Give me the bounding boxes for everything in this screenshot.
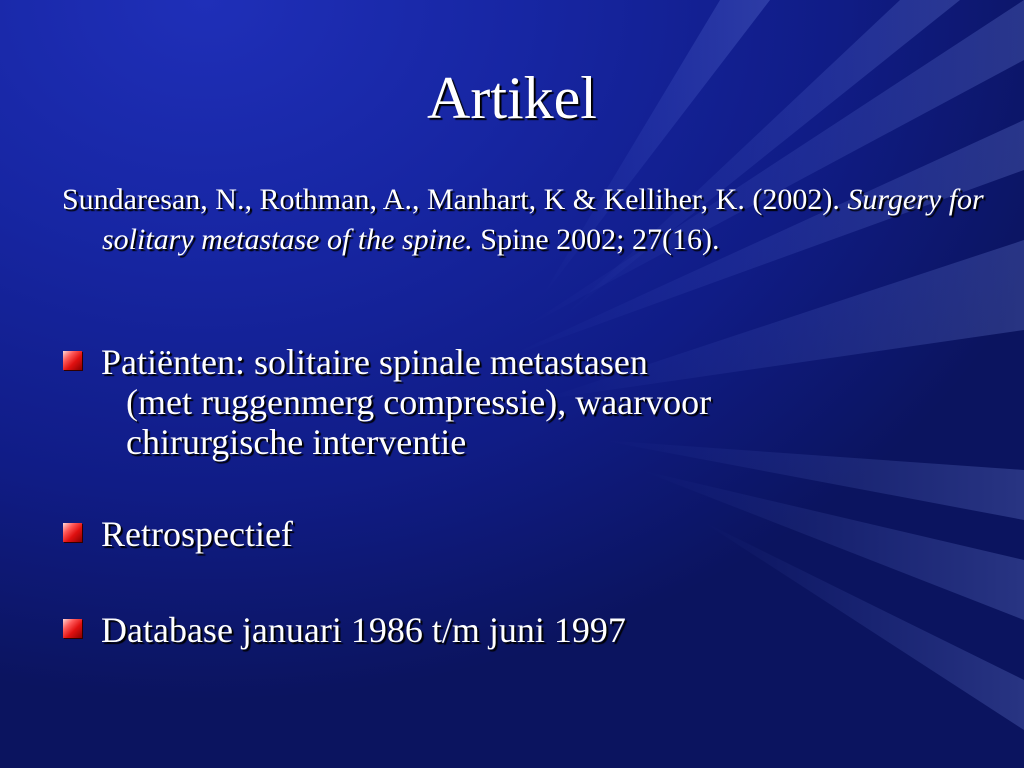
bullet-text: Database januari 1986 t/m juni 1997 <box>101 610 626 650</box>
citation-journal: Spine 2002; 27(16). <box>472 223 720 256</box>
bullet-text: Patiënten: solitaire spinale metastasen <box>101 342 648 382</box>
bullet-square-icon <box>63 523 82 542</box>
bullet-item <box>62 342 962 462</box>
slide-title: Artikel <box>427 65 597 131</box>
bullet-text-continuation: (met ruggenmerg compressie), waarvoor <box>126 382 712 422</box>
bullet-text: Retrospectief <box>101 514 293 554</box>
bullet-item <box>62 610 962 650</box>
citation <box>62 180 1022 260</box>
citation-article-title: Surgery for solitary metastase of the spine. <box>102 183 984 256</box>
bullet-square-icon <box>63 351 82 370</box>
citation-authors: Sundaresan, N., Rothman, A., Manhart, K & Kelliher, K. (2002). <box>62 183 848 216</box>
bullet-text-continuation: chirurgische interventie <box>126 422 467 462</box>
bullet-item <box>62 514 962 554</box>
bullet-square-icon <box>63 619 82 638</box>
